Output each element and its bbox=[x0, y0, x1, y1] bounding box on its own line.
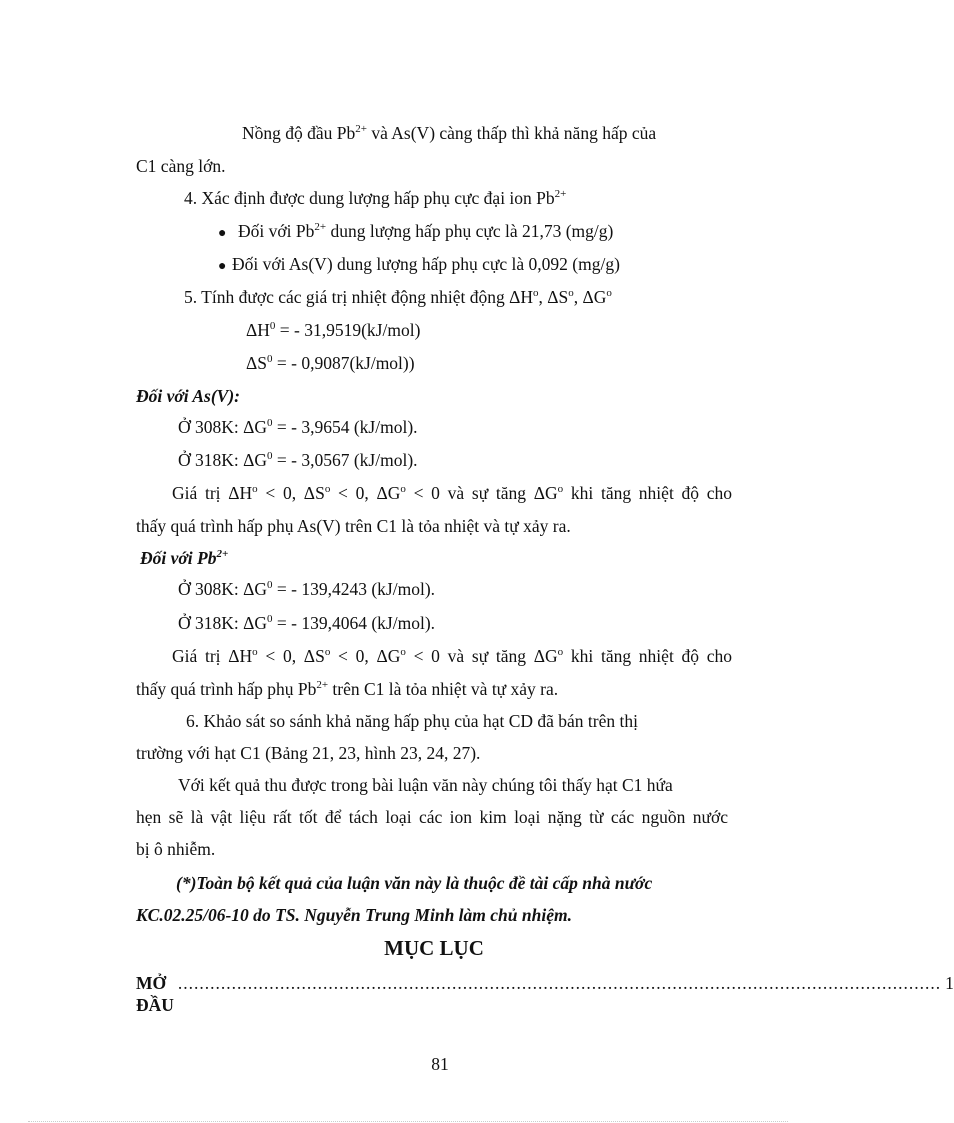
bullet-icon: ● bbox=[218, 259, 227, 274]
item-6-line2: trường với hạt C1 (Bảng 21, 23, hình 23, 24, 27). bbox=[136, 743, 481, 763]
result-line2: hẹn sẽ là vật liệu rất tốt để tách loại các ion kim loại nặng từ các nguồn nước bbox=[136, 807, 728, 827]
as-conclusion-line1: Giá trị $\Delta H^o < 0$, $\Delta S^o < 0$, $\Delta G^o < 0$ và sự tăng $\Delta G^o$ khi tăng nhiệt độ cho bbox=[172, 483, 733, 503]
result-line3: bị ô nhiễm. bbox=[136, 839, 216, 859]
item-4-capacity: 4. Xác định được dung lượng hấp phụ cực đại ion $Pb^{2+}$ bbox=[184, 188, 567, 208]
para-concentration-line1: Nồng độ đầu $Pb^{2+}$ và As(V) càng thấp thì khả năng hấp của bbox=[242, 123, 657, 143]
toc-entry-page: 1 bbox=[945, 973, 954, 993]
pb-conclusion-line1: Giá trị $\Delta H^o < 0$, $\Delta S^o < 0$, $\Delta G^o < 0$ và sự tăng $\Delta G^o$ khi tăng nhiệt độ cho bbox=[172, 646, 733, 666]
delta-h-value: $\Delta H^0$ = - 31,9519(kJ/mol) bbox=[246, 320, 421, 340]
toc-entry[interactable] bbox=[136, 972, 954, 1016]
bullet-pb-capacity: ● Đối với $Pb^{2+}$ dung lượng hấp phụ cực là 21,73 (mg/g) bbox=[218, 220, 613, 245]
toc-entry-label: MỞ ĐẦU bbox=[136, 973, 174, 1015]
pb-conclusion-line2: thấy quá trình hấp phụ $Pb^{2+}$ trên C1 là tỏa nhiệt và tự xảy ra. bbox=[136, 679, 559, 699]
bullet-icon: ● bbox=[218, 226, 227, 241]
pb-section-heading: Đối với $Pb^{2+}$ bbox=[140, 548, 229, 568]
item-6-line1: 6. Khảo sát so sánh khả năng hấp phụ của hạt CD đã bán trên thị bbox=[186, 711, 638, 731]
as-section-heading: Đối với As(V): bbox=[136, 386, 241, 406]
result-line1: Với kết quả thu được trong bài luận văn này chúng tôi thấy hạt C1 hứa bbox=[178, 775, 673, 795]
project-note-line1: (*)Toàn bộ kết quả của luận văn này là thuộc đề tài cấp nhà nước bbox=[176, 873, 653, 893]
pb-dg-318: Ở 318K: $\Delta G^0$ = - 139,4064 (kJ/mol). bbox=[178, 613, 436, 633]
bullet-as-capacity: ● Đối với As(V) dung lượng hấp phụ cực là 0,092 (mg/g) bbox=[218, 253, 620, 278]
page-number: 81 bbox=[431, 1054, 449, 1074]
toc-entry-leader: .............................................................................................................................................. bbox=[177, 973, 942, 993]
toc-heading: MỤC LỤC bbox=[384, 936, 484, 960]
pb-dg-308: Ở 308K: $\Delta G^0$ = - 139,4243 (kJ/mol). bbox=[178, 579, 436, 599]
delta-s-value: $\Delta S^0$ = - 0,9087(kJ/mol)) bbox=[246, 353, 415, 373]
item-5-thermo: 5. Tính được các giá trị nhiệt động nhiệt động $\Delta H^o$, $\Delta S^o$, $\Delta G^o$ bbox=[184, 287, 612, 307]
as-dg-308: Ở 308K: $\Delta G^0$ = - 3,9654 (kJ/mol). bbox=[178, 417, 418, 437]
page-bottom-divider bbox=[28, 1121, 788, 1122]
as-dg-318: Ở 318K: $\Delta G^0$ = - 3,0567 (kJ/mol). bbox=[178, 450, 418, 470]
project-note-line2: KC.02.25/06-10 do TS. Nguyễn Trung Minh làm chủ nhiệm. bbox=[136, 905, 572, 925]
para-concentration-line2: C1 càng lớn. bbox=[136, 156, 226, 176]
as-conclusion-line2: thấy quá trình hấp phụ As(V) trên C1 là tỏa nhiệt và tự xảy ra. bbox=[136, 516, 571, 536]
